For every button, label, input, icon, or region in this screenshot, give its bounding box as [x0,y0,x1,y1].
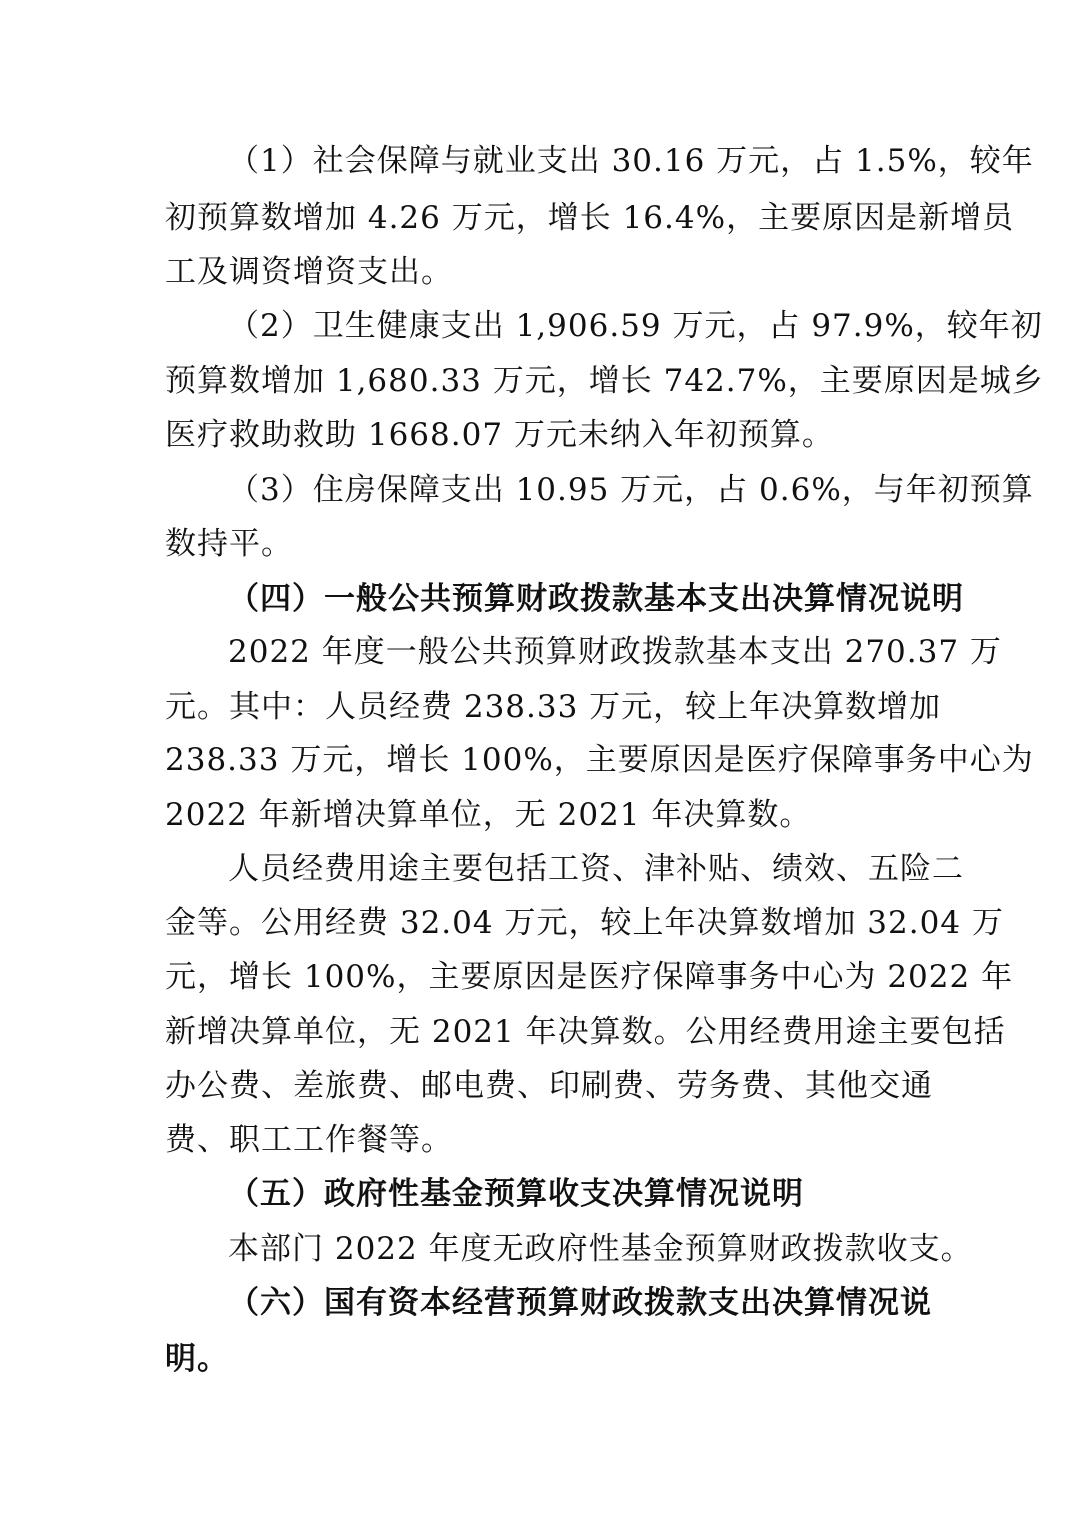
paragraph-line: 医疗救助救助 1668.07 万元未纳入年初预算。 [165,417,834,453]
paragraph-line: 238.33 万元，增长 100%，主要原因是医疗保障事务中心为 [165,742,1034,778]
paragraph-line: 元。其中：人员经费 238.33 万元，较上年决算数增加 [165,689,942,725]
section-heading: （四）一般公共预算财政拨款基本支出决算情况说明 [228,581,964,617]
paragraph-line: 预算数增加 1,680.33 万元，增长 742.7%，主要原因是城乡 [165,363,1044,399]
paragraph-line: （1）社会保障与就业支出 30.16 万元，占 1.5%，较年 [228,143,1034,179]
section-heading: （六）国有资本经营预算财政拨款支出决算情况说 [228,1285,932,1321]
paragraph-line: （3）住房保障支出 10.95 万元，占 0.6%，与年初预算 [228,472,1034,508]
paragraph-line: 新增决算单位，无 2021 年决算数。公用经费用途主要包括 [165,1014,1006,1050]
paragraph-line: （2）卫生健康支出 1,906.59 万元，占 97.9%，较年初 [228,308,1043,344]
paragraph-line: 数持平。 [165,526,293,562]
paragraph-line: 办公费、差旅费、邮电费、印刷费、劳务费、其他交通 [165,1068,933,1104]
paragraph-line: 费、职工工作餐等。 [165,1122,453,1158]
section-heading: 明。 [165,1341,229,1377]
paragraph-line: 2022 年新增决算单位，无 2021 年决算数。 [165,797,812,833]
paragraph-line: 初预算数增加 4.26 万元，增长 16.4%，主要原因是新增员 [165,200,1015,236]
paragraph-line: 工及调资增资支出。 [165,254,453,290]
paragraph-line: 金等。公用经费 32.04 万元，较上年决算数增加 32.04 万 [165,905,1004,941]
paragraph-line: 人员经费用途主要包括工资、津补贴、绩效、五险二 [228,851,964,887]
paragraph-line: 2022 年度一般公共预算财政拨款基本支出 270.37 万 [228,634,1002,670]
paragraph-line: 本部门 2022 年度无政府性基金预算财政拨款收支。 [228,1231,973,1267]
section-heading: （五）政府性基金预算收支决算情况说明 [228,1176,804,1212]
paragraph-line: 元，增长 100%，主要原因是医疗保障事务中心为 2022 年 [165,959,1014,995]
